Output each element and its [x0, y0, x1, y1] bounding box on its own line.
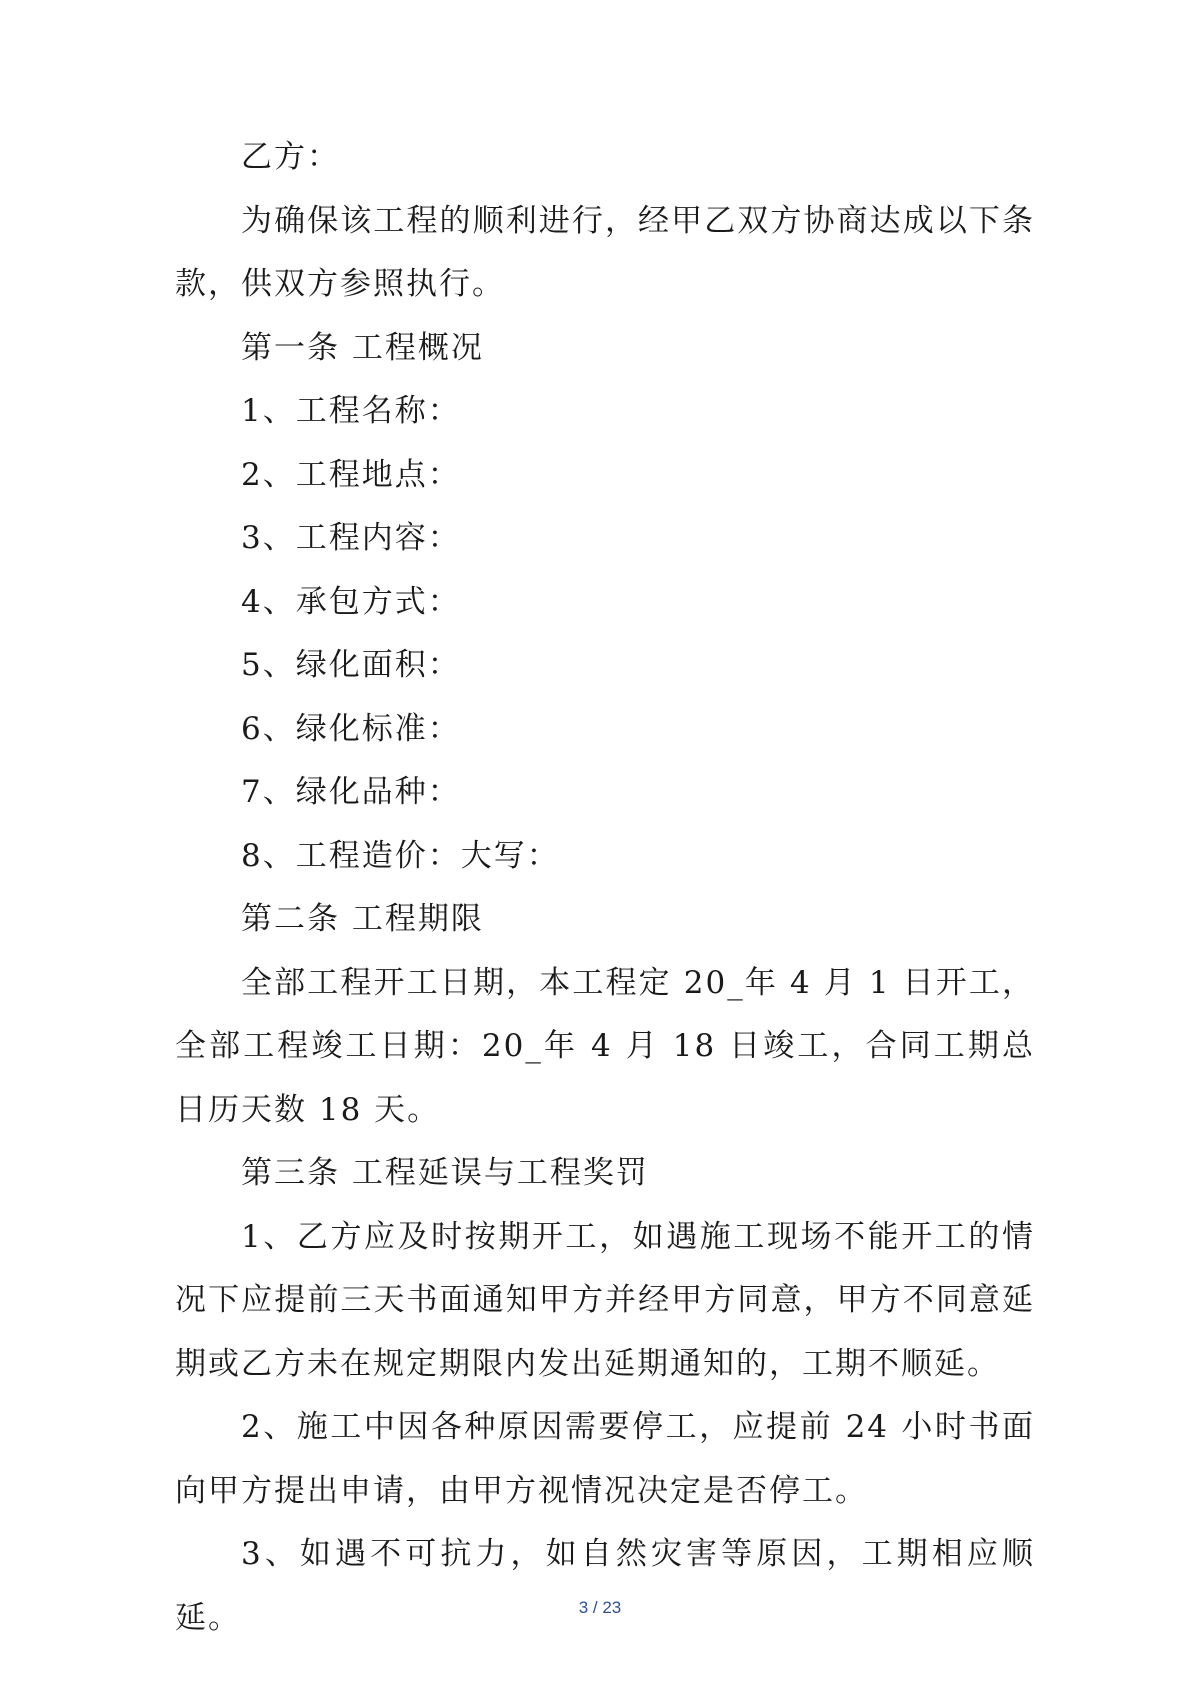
list-item-greening-area: 5、绿化面积： — [241, 647, 461, 683]
list-item-greening-species: 7、绿化品种： — [241, 774, 461, 810]
article-2-heading: 第二条 工程期限 — [241, 901, 484, 937]
list-item-project-cost: 8、工程造价：大写： — [241, 837, 560, 874]
article-1-heading: 第一条 工程概况 — [241, 329, 484, 366]
list-item-greening-standard: 6、绿化标准： — [241, 710, 461, 747]
paragraph-schedule: 全部工程开工日期，本工程定 20_年 4 月 1 日开工，全部工程竣工日期：20_年 4 月 18 日竣工，合同工期总日历天数 18 天。 — [175, 964, 1035, 1128]
paragraph-delay-clause-2: 2、施工中因各种原因需要停工，应提前 24 小时书面向甲方提出申请，由甲方视情况决定是否停工。 — [175, 1409, 1035, 1509]
paragraph-delay-clause-1: 1、乙方应及时按期开工，如遇施工现场不能开工的情况下应提前三天书面通知甲方并经甲方同意，甲方不同意延期或乙方未在规定期限内发出延期通知的，工期不顺延。 — [175, 1218, 1035, 1382]
list-item-project-content: 3、工程内容： — [241, 520, 461, 556]
paragraph-party-b: 乙方： — [241, 139, 340, 175]
page-number: 3 / 23 — [578, 1598, 622, 1617]
document-body — [175, 126, 1035, 1650]
article-3-heading: 第三条 工程延误与工程奖罚 — [241, 1155, 649, 1191]
list-item-project-location: 2、工程地点： — [241, 456, 461, 493]
list-item-project-name: 1、工程名称： — [241, 393, 461, 429]
list-item-contract-method: 4、承包方式： — [241, 583, 461, 620]
paragraph-delay-clause-3: 3、如遇不可抗力，如自然灾害等原因，工期相应顺延。 — [175, 1536, 1035, 1636]
paragraph-preamble: 为确保该工程的顺利进行，经甲乙双方协商达成以下条款，供双方参照执行。 — [175, 202, 1035, 302]
